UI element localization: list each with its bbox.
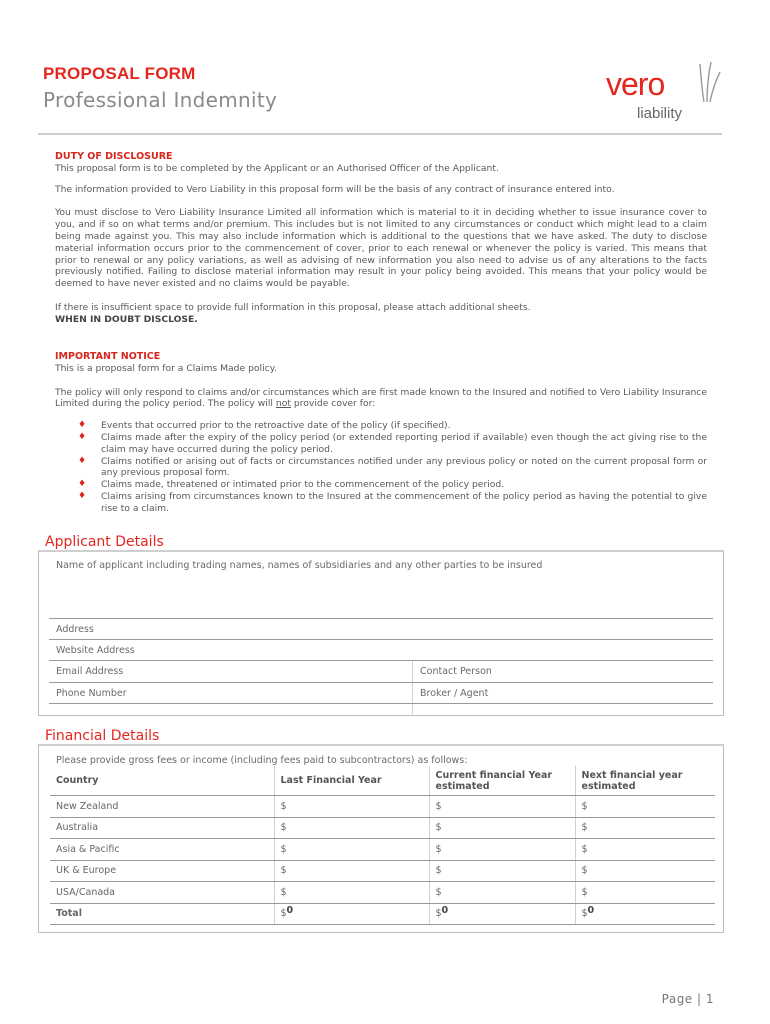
country-cell: New Zealand xyxy=(50,796,274,818)
diamond-bullet-icon: ♦ xyxy=(78,455,87,466)
page-number: Page | 1 xyxy=(661,992,714,1006)
diamond-bullet-icon: ♦ xyxy=(78,431,87,442)
email-label: Email Address xyxy=(56,666,124,677)
divider xyxy=(49,682,713,683)
total-last-year: $0 xyxy=(274,903,429,925)
form-subtitle: Professional Indemnity xyxy=(43,88,278,112)
logo-grass-icon xyxy=(698,60,722,104)
table-header-row xyxy=(50,766,715,796)
amount-cell[interactable]: $ xyxy=(274,839,429,861)
amount-cell[interactable]: $ xyxy=(575,796,715,818)
disclosure-paragraph-3: You must disclose to Vero Liability Insurance Limited all information which is material to it in deciding whether to issue insurance cover to you, and if so on what terms and/or premium. This includes but is not limited to any circumstances or conduct which might lead to a claim being made against you. This may also include information which is additional to the questions that we have asked. The duty to disclose material information occurs prior to the commencement of cover, prior to each renewal or whenever the policy is varied. This means that prior to renewal or any policy variations, as well as advising of new information you also need to advise us of any alterations to the facts previously notified. Failing to disclose material information may result in your policy being avoided. This means that your policy would be deemed to have never existed and no claims would be payable. xyxy=(55,207,707,290)
notice-paragraph-2 xyxy=(55,387,707,411)
duty-of-disclosure-heading: DUTY OF DISCLOSURE xyxy=(55,151,173,162)
amount-cell[interactable]: $ xyxy=(429,817,575,839)
country-cell: UK & Europe xyxy=(50,860,274,882)
amount-cell[interactable]: $ xyxy=(274,882,429,904)
when-in-doubt-disclose: WHEN IN DOUBT DISCLOSE. xyxy=(55,313,198,325)
divider xyxy=(49,618,713,619)
amount-cell[interactable]: $ xyxy=(575,839,715,861)
address-field[interactable] xyxy=(119,620,713,638)
disclosure-paragraph-2: The information provided to Vero Liability in this proposal form will be the basis of any contract of insurance entered into. xyxy=(55,183,615,195)
financial-details-title: Financial Details xyxy=(45,728,160,744)
total-current-year: $0 xyxy=(429,903,575,925)
diamond-bullet-icon: ♦ xyxy=(78,420,87,431)
website-field[interactable] xyxy=(149,641,713,659)
broker-agent-label: Broker / Agent xyxy=(420,688,489,699)
divider xyxy=(49,703,713,704)
website-label: Website Address xyxy=(56,645,135,656)
applicant-details-title: Applicant Details xyxy=(45,534,164,550)
amount-cell[interactable]: $ xyxy=(429,882,575,904)
exclusions-list xyxy=(55,420,707,514)
column-divider xyxy=(412,661,413,714)
phone-field[interactable] xyxy=(139,684,409,702)
table-row xyxy=(50,839,715,861)
amount-cell[interactable]: $ xyxy=(575,882,715,904)
country-cell: USA/Canada xyxy=(50,882,274,904)
list-item: ♦ Claims made after the expiry of the policy period (or extended reporting period if available) even though the act giving rise to the claim may have occurred during the policy period. xyxy=(78,431,707,455)
table-row xyxy=(50,796,715,818)
amount-cell[interactable]: $ xyxy=(429,839,575,861)
amount-cell[interactable]: $ xyxy=(274,817,429,839)
vero-liability-logo xyxy=(606,60,721,126)
header-divider xyxy=(38,133,722,135)
diamond-bullet-icon: ♦ xyxy=(78,490,87,501)
amount-cell[interactable]: $ xyxy=(575,860,715,882)
total-next-year: $0 xyxy=(575,903,715,925)
financial-intro: Please provide gross fees or income (including fees paid to subcontractors) as follows: xyxy=(56,755,468,766)
header-next-year: Next financial year estimated xyxy=(575,766,715,796)
broker-agent-field[interactable] xyxy=(499,684,713,702)
applicant-name-field[interactable] xyxy=(49,574,713,618)
applicant-name-label: Name of applicant including trading names, names of subsidiaries and any other parties to be insured xyxy=(56,560,543,571)
notice-p2-end: provide cover for: xyxy=(290,398,376,410)
total-label: Total xyxy=(50,903,274,925)
amount-cell[interactable]: $ xyxy=(274,796,429,818)
contact-person-field[interactable] xyxy=(499,662,713,680)
table-row xyxy=(50,860,715,882)
list-item: ♦ Events that occurred prior to the retroactive date of the policy (if specified). xyxy=(78,420,451,432)
notice-p2-start: The policy will only respond to claims and/or circumstances which are first made known to the Insured and notified to Vero Liability Insurance Limited during the policy period. The policy will xyxy=(55,386,707,410)
list-item: ♦ Claims notified or arising out of facts or circumstances notified under any previous policy or noted on the current proposal form or any previous proposal form. xyxy=(78,455,707,479)
disclosure-paragraph-4: If there is insufficient space to provide full information in this proposal, please attach additional sheets. xyxy=(55,301,531,313)
amount-cell[interactable]: $ xyxy=(274,860,429,882)
divider xyxy=(49,660,713,661)
list-item: ♦ Claims arising from circumstances known to the Insured at the commencement of the policy period as having the potential to give rise to a claim. xyxy=(78,490,707,514)
notice-paragraph-1: This is a proposal form for a Claims Made policy. xyxy=(55,362,277,374)
contact-person-label: Contact Person xyxy=(420,666,492,677)
table-row xyxy=(50,882,715,904)
divider xyxy=(49,639,713,640)
notice-p2-not: not xyxy=(275,398,291,410)
phone-label: Phone Number xyxy=(56,688,127,699)
applicant-details-box xyxy=(38,550,724,716)
country-cell: Asia & Pacific xyxy=(50,839,274,861)
diamond-bullet-icon: ♦ xyxy=(78,479,87,490)
logo-brand-text: vero xyxy=(606,66,665,102)
amount-cell[interactable]: $ xyxy=(575,817,715,839)
list-item: ♦ Claims made, threatened or intimated prior to the commencement of the policy period. xyxy=(78,479,505,491)
amount-cell[interactable]: $ xyxy=(429,860,575,882)
table-row xyxy=(50,817,715,839)
duty-of-disclosure-block xyxy=(55,151,707,326)
financial-table xyxy=(50,766,715,925)
form-title: PROPOSAL FORM xyxy=(43,64,196,83)
important-notice-block xyxy=(55,351,707,515)
logo-sub-text: liability xyxy=(637,105,683,122)
header-current-year: Current financial Year estimated xyxy=(429,766,575,796)
header-country: Country xyxy=(50,766,274,796)
important-notice-heading: IMPORTANT NOTICE xyxy=(55,351,161,362)
address-label: Address xyxy=(56,624,94,635)
total-row xyxy=(50,903,715,925)
amount-cell[interactable]: $ xyxy=(429,796,575,818)
country-cell: Australia xyxy=(50,817,274,839)
header-last-year: Last Financial Year xyxy=(274,766,429,796)
email-field[interactable] xyxy=(139,662,409,680)
disclosure-paragraph-1: This proposal form is to be completed by the Applicant or an Authorised Officer of the Applicant. xyxy=(55,162,499,174)
